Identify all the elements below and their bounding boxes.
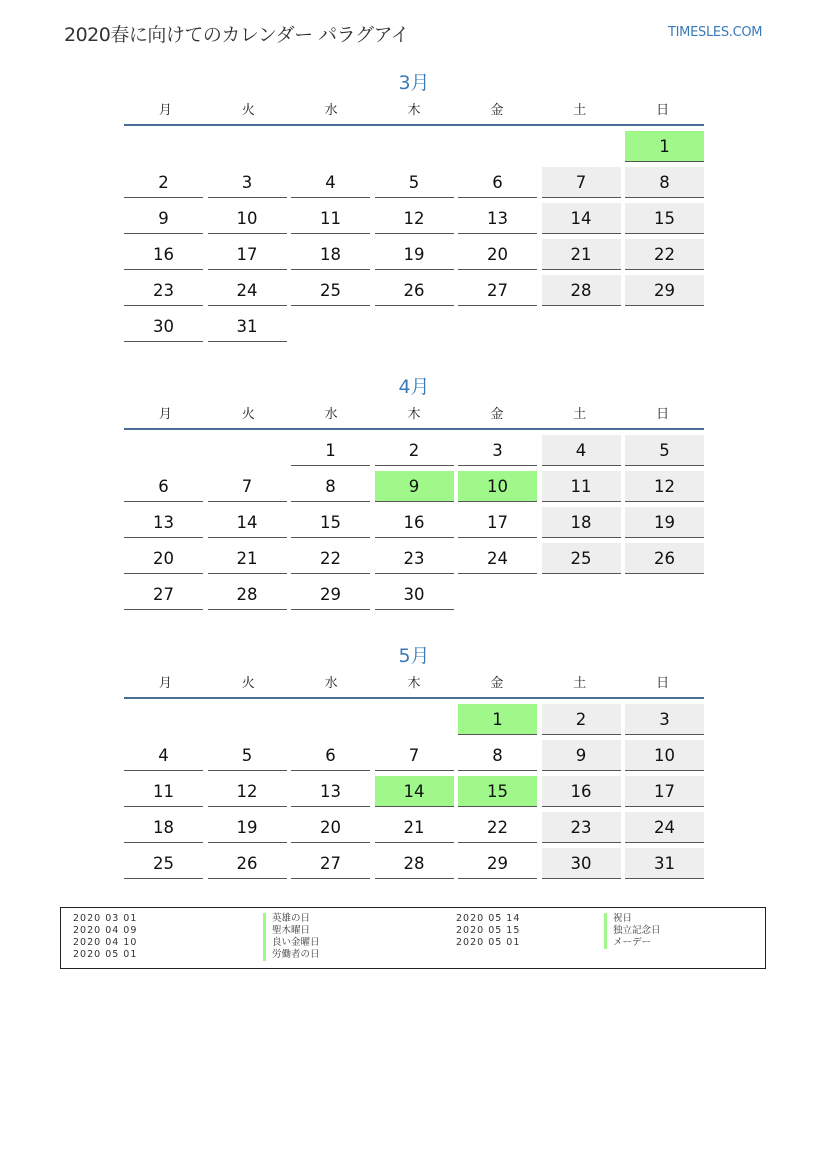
day-cell: 12 xyxy=(625,471,704,502)
empty-cell xyxy=(458,131,537,162)
day-cell: 13 xyxy=(291,776,370,807)
legend-holiday-name: 英雄の日 xyxy=(263,913,310,925)
weekday-label: 土 xyxy=(573,103,587,118)
legend-date: 2020 03 01 xyxy=(73,913,138,924)
day-cell: 6 xyxy=(458,167,537,198)
day-cell: 7 xyxy=(208,471,287,502)
weekday-label: 木 xyxy=(407,103,421,118)
weekday-label: 月 xyxy=(158,103,172,118)
day-cell: 18 xyxy=(542,507,621,538)
day-cell: 19 xyxy=(208,812,287,843)
weekday-label: 日 xyxy=(656,676,670,691)
day-cell: 25 xyxy=(124,848,203,879)
holiday-day-cell: 14 xyxy=(375,776,454,807)
weekday-label: 月 xyxy=(158,676,172,691)
empty-cell xyxy=(291,704,370,735)
day-cell: 15 xyxy=(291,507,370,538)
day-cell: 4 xyxy=(542,435,621,466)
day-cell: 18 xyxy=(124,812,203,843)
day-cell: 2 xyxy=(124,167,203,198)
day-grid xyxy=(124,704,704,879)
day-cell: 11 xyxy=(291,203,370,234)
day-cell: 11 xyxy=(542,471,621,502)
weekday-header-row xyxy=(124,671,704,699)
day-cell: 28 xyxy=(208,579,287,610)
day-cell: 28 xyxy=(375,848,454,879)
weekday-label: 火 xyxy=(241,103,255,118)
day-cell: 3 xyxy=(458,435,537,466)
day-cell: 20 xyxy=(291,812,370,843)
day-cell: 28 xyxy=(542,275,621,306)
day-cell: 10 xyxy=(208,203,287,234)
day-cell: 10 xyxy=(625,740,704,771)
legend-date: 2020 05 15 xyxy=(456,925,521,936)
day-cell: 14 xyxy=(542,203,621,234)
day-cell: 22 xyxy=(625,239,704,270)
empty-cell xyxy=(542,131,621,162)
day-cell: 18 xyxy=(291,239,370,270)
day-cell: 20 xyxy=(124,543,203,574)
day-cell: 5 xyxy=(625,435,704,466)
day-cell: 16 xyxy=(542,776,621,807)
day-cell: 8 xyxy=(458,740,537,771)
weekday-label: 日 xyxy=(656,103,670,118)
day-cell: 21 xyxy=(208,543,287,574)
weekday-label: 木 xyxy=(407,407,421,422)
day-grid xyxy=(124,131,704,342)
day-cell: 27 xyxy=(124,579,203,610)
weekday-label: 水 xyxy=(324,407,338,422)
day-cell: 26 xyxy=(625,543,704,574)
day-cell: 23 xyxy=(542,812,621,843)
legend-date: 2020 04 10 xyxy=(73,937,138,948)
legend-date: 2020 05 01 xyxy=(73,949,138,960)
empty-cell xyxy=(375,704,454,735)
weekday-label: 水 xyxy=(324,676,338,691)
day-cell: 29 xyxy=(291,579,370,610)
legend-date: 2020 05 01 xyxy=(456,937,521,948)
weekday-label: 月 xyxy=(158,407,172,422)
day-cell: 31 xyxy=(625,848,704,879)
day-cell: 7 xyxy=(542,167,621,198)
holiday-day-cell: 10 xyxy=(458,471,537,502)
day-cell: 21 xyxy=(375,812,454,843)
day-cell: 15 xyxy=(625,203,704,234)
day-cell: 16 xyxy=(375,507,454,538)
day-cell: 30 xyxy=(124,311,203,342)
weekday-label: 水 xyxy=(324,103,338,118)
day-cell: 31 xyxy=(208,311,287,342)
empty-cell xyxy=(375,131,454,162)
day-cell: 2 xyxy=(375,435,454,466)
day-cell: 7 xyxy=(375,740,454,771)
day-cell: 26 xyxy=(208,848,287,879)
holiday-day-cell: 15 xyxy=(458,776,537,807)
weekday-label: 金 xyxy=(490,103,504,118)
empty-cell xyxy=(208,704,287,735)
holiday-legend xyxy=(60,907,766,969)
empty-cell xyxy=(124,131,203,162)
day-cell: 2 xyxy=(542,704,621,735)
weekday-label: 火 xyxy=(241,407,255,422)
empty-cell xyxy=(208,435,287,466)
day-cell: 4 xyxy=(124,740,203,771)
empty-cell xyxy=(124,704,203,735)
month-title: 3月 xyxy=(398,72,430,94)
day-cell: 30 xyxy=(542,848,621,879)
empty-cell xyxy=(291,131,370,162)
weekday-label: 火 xyxy=(241,676,255,691)
day-cell: 22 xyxy=(291,543,370,574)
day-cell: 8 xyxy=(291,471,370,502)
day-cell: 1 xyxy=(291,435,370,466)
weekday-header-row xyxy=(124,98,704,126)
legend-holiday-name: 労働者の日 xyxy=(263,949,320,961)
legend-holiday-name: メーデー xyxy=(604,937,651,949)
day-cell: 30 xyxy=(375,579,454,610)
day-cell: 25 xyxy=(291,275,370,306)
month-calendar xyxy=(124,372,704,610)
legend-holiday-name: 独立記念日 xyxy=(604,925,661,937)
day-cell: 25 xyxy=(542,543,621,574)
day-cell: 20 xyxy=(458,239,537,270)
page-title: 2020春に向けてのカレンダー パラグアイ xyxy=(64,24,409,46)
day-cell: 22 xyxy=(458,812,537,843)
weekday-label: 金 xyxy=(490,676,504,691)
day-cell: 26 xyxy=(375,275,454,306)
day-cell: 29 xyxy=(625,275,704,306)
day-cell: 19 xyxy=(625,507,704,538)
day-cell: 23 xyxy=(124,275,203,306)
weekday-label: 木 xyxy=(407,676,421,691)
day-cell: 5 xyxy=(375,167,454,198)
day-cell: 27 xyxy=(458,275,537,306)
day-cell: 19 xyxy=(375,239,454,270)
day-cell: 11 xyxy=(124,776,203,807)
day-cell: 12 xyxy=(375,203,454,234)
weekday-label: 日 xyxy=(656,407,670,422)
month-title: 5月 xyxy=(398,645,430,667)
day-cell: 24 xyxy=(208,275,287,306)
weekday-header-row xyxy=(124,402,704,430)
day-cell: 6 xyxy=(124,471,203,502)
legend-holiday-name: 聖木曜日 xyxy=(263,925,310,937)
weekday-label: 金 xyxy=(490,407,504,422)
day-cell: 27 xyxy=(291,848,370,879)
day-cell: 13 xyxy=(458,203,537,234)
month-calendar xyxy=(124,68,704,342)
day-cell: 9 xyxy=(542,740,621,771)
holiday-day-cell: 1 xyxy=(458,704,537,735)
day-cell: 8 xyxy=(625,167,704,198)
day-cell: 23 xyxy=(375,543,454,574)
day-grid xyxy=(124,435,704,610)
day-cell: 29 xyxy=(458,848,537,879)
empty-cell xyxy=(124,435,203,466)
day-cell: 16 xyxy=(124,239,203,270)
month-calendar xyxy=(124,641,704,879)
day-cell: 14 xyxy=(208,507,287,538)
holiday-day-cell: 9 xyxy=(375,471,454,502)
day-cell: 12 xyxy=(208,776,287,807)
day-cell: 4 xyxy=(291,167,370,198)
day-cell: 3 xyxy=(208,167,287,198)
empty-cell xyxy=(208,131,287,162)
day-cell: 17 xyxy=(458,507,537,538)
weekday-label: 土 xyxy=(573,676,587,691)
legend-holiday-name: 祝日 xyxy=(604,913,632,925)
day-cell: 6 xyxy=(291,740,370,771)
day-cell: 5 xyxy=(208,740,287,771)
holiday-day-cell: 1 xyxy=(625,131,704,162)
day-cell: 3 xyxy=(625,704,704,735)
legend-holiday-name: 良い金曜日 xyxy=(263,937,320,949)
weekday-label: 土 xyxy=(573,407,587,422)
brand-logo[interactable]: TIMESLES.COM xyxy=(668,25,763,40)
month-title: 4月 xyxy=(398,376,430,398)
day-cell: 17 xyxy=(208,239,287,270)
legend-date: 2020 05 14 xyxy=(456,913,521,924)
day-cell: 24 xyxy=(625,812,704,843)
day-cell: 13 xyxy=(124,507,203,538)
day-cell: 9 xyxy=(124,203,203,234)
day-cell: 17 xyxy=(625,776,704,807)
day-cell: 24 xyxy=(458,543,537,574)
day-cell: 21 xyxy=(542,239,621,270)
legend-date: 2020 04 09 xyxy=(73,925,138,936)
